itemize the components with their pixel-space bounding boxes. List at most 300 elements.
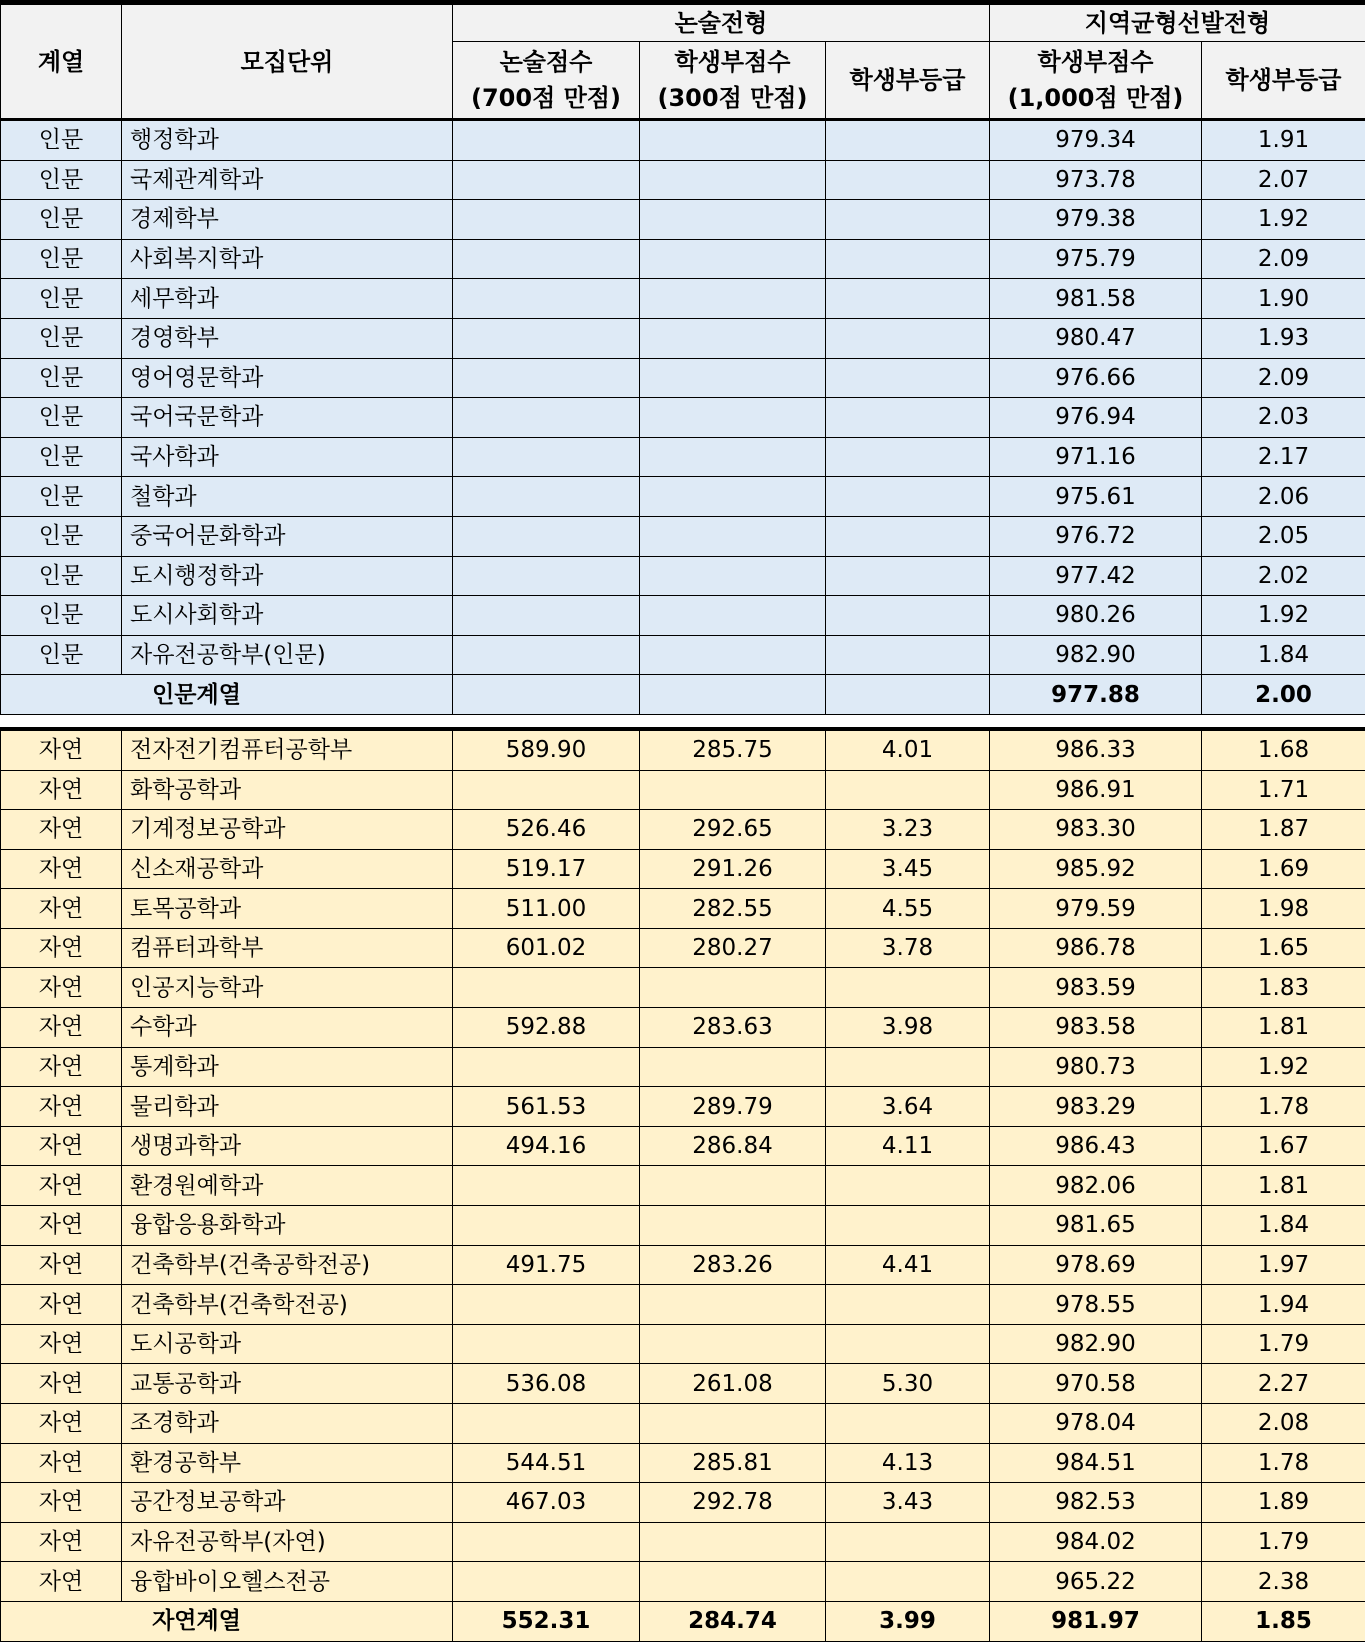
table-row [1, 849, 1365, 889]
regional-record-cell: 981.65 [990, 1206, 1202, 1246]
category-cell: 자연 [1, 968, 122, 1008]
table-row [1, 318, 1365, 358]
essay-grade-cell: 3.98 [826, 1008, 990, 1048]
essay-grade-cell [826, 596, 990, 636]
table-row [1, 1126, 1365, 1166]
regional-grade-cell: 1.83 [1202, 968, 1365, 1008]
unit-cell: 행정학과 [122, 120, 453, 161]
essay-grade-cell: 4.41 [826, 1245, 990, 1285]
unit-cell: 전자전기컴퓨터공학부 [122, 729, 453, 770]
regional-grade-cell: 1.98 [1202, 889, 1365, 929]
category-cell: 자연 [1, 1087, 122, 1127]
essay-score-cell [453, 120, 640, 161]
category-cell: 자연 [1, 1522, 122, 1562]
essay-record-cell: 285.81 [640, 1443, 826, 1483]
essay-record-cell [640, 318, 826, 358]
regional-record-cell: 976.72 [990, 516, 1202, 556]
essay-grade-cell [826, 1285, 990, 1325]
essay-grade-cell: 3.23 [826, 810, 990, 850]
essay-record-cell [640, 398, 826, 438]
regional-grade-cell: 1.68 [1202, 729, 1365, 770]
table-row [1, 1404, 1365, 1444]
essay-record-cell [640, 1166, 826, 1206]
total-label: 자연계열 [1, 1601, 453, 1641]
essay-grade-cell: 4.11 [826, 1126, 990, 1166]
regional-grade-cell: 1.67 [1202, 1126, 1365, 1166]
regional-record-cell: 979.59 [990, 889, 1202, 929]
essay-record-cell [640, 596, 826, 636]
essay-grade-cell [826, 1047, 990, 1087]
category-cell: 자연 [1, 1166, 122, 1206]
essay-record-cell [640, 239, 826, 279]
category-cell: 인문 [1, 279, 122, 319]
essay-grade-cell [826, 120, 990, 161]
category-cell: 자연 [1, 849, 122, 889]
total-reg-record: 977.88 [990, 675, 1202, 715]
unit-cell: 수학과 [122, 1008, 453, 1048]
regional-record-cell: 982.90 [990, 635, 1202, 675]
essay-record-cell: 286.84 [640, 1126, 826, 1166]
regional-grade-cell: 1.84 [1202, 635, 1365, 675]
essay-score-cell [453, 1166, 640, 1206]
regional-grade-cell: 1.89 [1202, 1483, 1365, 1523]
essay-grade-cell [826, 1324, 990, 1364]
total-reg-record: 981.97 [990, 1601, 1202, 1641]
unit-cell: 사회복지학과 [122, 239, 453, 279]
regional-grade-cell: 1.92 [1202, 1047, 1365, 1087]
regional-grade-cell: 1.65 [1202, 928, 1365, 968]
total-label: 인문계열 [1, 675, 453, 715]
category-cell: 인문 [1, 477, 122, 517]
regional-record-cell: 975.61 [990, 477, 1202, 517]
table-row [1, 889, 1365, 929]
total-essay-record: 284.74 [640, 1601, 826, 1641]
regional-record-cell: 979.38 [990, 200, 1202, 240]
essay-record-cell: 261.08 [640, 1364, 826, 1404]
unit-cell: 환경원예학과 [122, 1166, 453, 1206]
essay-score-cell: 467.03 [453, 1483, 640, 1523]
unit-cell: 통계학과 [122, 1047, 453, 1087]
essay-grade-cell [826, 358, 990, 398]
table-row [1, 1522, 1365, 1562]
essay-grade-cell: 3.45 [826, 849, 990, 889]
total-row [1, 675, 1365, 715]
essay-score-cell [453, 516, 640, 556]
essay-record-cell [640, 1047, 826, 1087]
regional-record-cell: 985.92 [990, 849, 1202, 889]
essay-grade-cell [826, 556, 990, 596]
essay-score-cell [453, 770, 640, 810]
regional-grade-cell: 2.02 [1202, 556, 1365, 596]
regional-grade-cell: 1.84 [1202, 1206, 1365, 1246]
unit-cell: 자유전공학부(인문) [122, 635, 453, 675]
essay-record-cell [640, 556, 826, 596]
category-cell: 인문 [1, 635, 122, 675]
category-cell: 인문 [1, 516, 122, 556]
regional-grade-cell: 2.09 [1202, 358, 1365, 398]
essay-grade-cell: 3.64 [826, 1087, 990, 1127]
essay-record-cell: 289.79 [640, 1087, 826, 1127]
essay-grade-cell: 4.13 [826, 1443, 990, 1483]
regional-record-cell: 971.16 [990, 437, 1202, 477]
essay-score-cell: 589.90 [453, 729, 640, 770]
essay-grade-cell [826, 160, 990, 200]
regional-grade-cell: 1.94 [1202, 1285, 1365, 1325]
essay-grade-cell [826, 437, 990, 477]
essay-record-cell: 283.26 [640, 1245, 826, 1285]
essay-record-cell: 283.63 [640, 1008, 826, 1048]
total-essay-grade [826, 675, 990, 715]
header-regional-record: 학생부점수 (1,000점 만점) [990, 42, 1202, 120]
table-row [1, 1364, 1365, 1404]
essay-score-cell [453, 398, 640, 438]
category-cell: 자연 [1, 1206, 122, 1246]
essay-record-cell [640, 200, 826, 240]
category-cell: 인문 [1, 160, 122, 200]
header-category: 계열 [1, 5, 122, 120]
unit-cell: 도시사회학과 [122, 596, 453, 636]
regional-grade-cell: 1.97 [1202, 1245, 1365, 1285]
essay-record-cell [640, 358, 826, 398]
regional-grade-cell: 2.27 [1202, 1364, 1365, 1404]
table-row [1, 556, 1365, 596]
table-row [1, 1166, 1365, 1206]
essay-score-cell [453, 596, 640, 636]
category-cell: 자연 [1, 1483, 122, 1523]
essay-score-cell: 561.53 [453, 1087, 640, 1127]
table-row [1, 120, 1365, 161]
unit-cell: 철학과 [122, 477, 453, 517]
regional-record-cell: 986.43 [990, 1126, 1202, 1166]
essay-grade-cell [826, 239, 990, 279]
table-row [1, 516, 1365, 556]
essay-record-cell: 291.26 [640, 849, 826, 889]
essay-grade-cell [826, 200, 990, 240]
essay-grade-cell [826, 1562, 990, 1602]
regional-record-cell: 982.06 [990, 1166, 1202, 1206]
unit-cell: 도시공학과 [122, 1324, 453, 1364]
essay-score-cell [453, 968, 640, 1008]
regional-grade-cell: 1.92 [1202, 596, 1365, 636]
essay-score-cell: 511.00 [453, 889, 640, 929]
unit-cell: 생명과학과 [122, 1126, 453, 1166]
essay-score-cell [453, 556, 640, 596]
unit-cell: 경영학부 [122, 318, 453, 358]
category-cell: 자연 [1, 1562, 122, 1602]
regional-grade-cell: 1.81 [1202, 1008, 1365, 1048]
regional-record-cell: 982.90 [990, 1324, 1202, 1364]
essay-grade-cell [826, 1166, 990, 1206]
regional-grade-cell: 2.09 [1202, 239, 1365, 279]
header-essay-grade: 학생부등급 [826, 42, 990, 120]
category-cell: 자연 [1, 1324, 122, 1364]
essay-grade-cell [826, 770, 990, 810]
regional-record-cell: 979.34 [990, 120, 1202, 161]
essay-record-cell [640, 516, 826, 556]
essay-grade-cell [826, 1404, 990, 1444]
essay-grade-cell [826, 1206, 990, 1246]
regional-grade-cell: 1.79 [1202, 1324, 1365, 1364]
unit-cell: 인공지능학과 [122, 968, 453, 1008]
table-row [1, 968, 1365, 1008]
regional-record-cell: 984.51 [990, 1443, 1202, 1483]
unit-cell: 컴퓨터과학부 [122, 928, 453, 968]
essay-record-cell [640, 120, 826, 161]
essay-grade-cell [826, 398, 990, 438]
natural-section [1, 729, 1365, 1641]
regional-record-cell: 973.78 [990, 160, 1202, 200]
essay-score-cell [453, 1285, 640, 1325]
essay-record-cell: 292.65 [640, 810, 826, 850]
total-reg-grade: 1.85 [1202, 1601, 1365, 1641]
regional-record-cell: 983.30 [990, 810, 1202, 850]
regional-grade-cell: 2.05 [1202, 516, 1365, 556]
regional-record-cell: 986.78 [990, 928, 1202, 968]
essay-record-cell [640, 1404, 826, 1444]
essay-grade-cell [826, 516, 990, 556]
essay-score-cell [453, 1047, 640, 1087]
regional-grade-cell: 1.92 [1202, 200, 1365, 240]
unit-cell: 경제학부 [122, 200, 453, 240]
category-cell: 자연 [1, 770, 122, 810]
unit-cell: 화학공학과 [122, 770, 453, 810]
essay-score-cell [453, 1522, 640, 1562]
total-row [1, 1601, 1365, 1641]
category-cell: 인문 [1, 556, 122, 596]
table-row [1, 1087, 1365, 1127]
regional-record-cell: 976.66 [990, 358, 1202, 398]
regional-grade-cell: 2.03 [1202, 398, 1365, 438]
table-row [1, 928, 1365, 968]
essay-grade-cell: 4.55 [826, 889, 990, 929]
table-row [1, 1245, 1365, 1285]
essay-score-cell [453, 1562, 640, 1602]
regional-record-cell: 978.55 [990, 1285, 1202, 1325]
regional-record-cell: 965.22 [990, 1562, 1202, 1602]
regional-record-cell: 980.26 [990, 596, 1202, 636]
table-row [1, 729, 1365, 770]
category-cell: 자연 [1, 1443, 122, 1483]
regional-grade-cell: 1.69 [1202, 849, 1365, 889]
header-essay-record: 학생부점수 (300점 만점) [640, 42, 826, 120]
header-group-regional: 지역균형선발전형 [990, 5, 1365, 42]
regional-grade-cell: 1.71 [1202, 770, 1365, 810]
table-row [1, 1443, 1365, 1483]
essay-grade-cell [826, 477, 990, 517]
unit-cell: 환경공학부 [122, 1443, 453, 1483]
table-row [1, 398, 1365, 438]
essay-score-cell [453, 279, 640, 319]
unit-cell: 물리학과 [122, 1087, 453, 1127]
category-cell: 자연 [1, 928, 122, 968]
essay-record-cell [640, 160, 826, 200]
category-cell: 자연 [1, 889, 122, 929]
category-cell: 인문 [1, 437, 122, 477]
humanities-section [1, 120, 1365, 715]
regional-record-cell: 983.58 [990, 1008, 1202, 1048]
table-row [1, 437, 1365, 477]
section-divider [1, 714, 1365, 729]
unit-cell: 융합바이오헬스전공 [122, 1562, 453, 1602]
essay-score-cell [453, 1206, 640, 1246]
table-row [1, 770, 1365, 810]
category-cell: 자연 [1, 810, 122, 850]
essay-grade-cell: 5.30 [826, 1364, 990, 1404]
essay-record-cell [640, 1206, 826, 1246]
table-row [1, 477, 1365, 517]
table-row [1, 239, 1365, 279]
table-header [1, 5, 1365, 120]
header-regional-grade: 학생부등급 [1202, 42, 1365, 120]
unit-cell: 토목공학과 [122, 889, 453, 929]
unit-cell: 도시행정학과 [122, 556, 453, 596]
category-cell: 자연 [1, 729, 122, 770]
regional-grade-cell: 1.91 [1202, 120, 1365, 161]
regional-grade-cell: 1.78 [1202, 1443, 1365, 1483]
category-cell: 자연 [1, 1008, 122, 1048]
table-row [1, 358, 1365, 398]
essay-score-cell [453, 1404, 640, 1444]
regional-grade-cell: 1.90 [1202, 279, 1365, 319]
regional-record-cell: 978.69 [990, 1245, 1202, 1285]
essay-score-cell: 592.88 [453, 1008, 640, 1048]
essay-grade-cell: 4.01 [826, 729, 990, 770]
essay-score-cell: 494.16 [453, 1126, 640, 1166]
essay-record-cell: 285.75 [640, 729, 826, 770]
header-unit: 모집단위 [122, 5, 453, 120]
essay-record-cell [640, 477, 826, 517]
essay-score-cell: 536.08 [453, 1364, 640, 1404]
essay-grade-cell [826, 318, 990, 358]
essay-record-cell [640, 1285, 826, 1325]
essay-score-cell: 491.75 [453, 1245, 640, 1285]
regional-record-cell: 980.73 [990, 1047, 1202, 1087]
table-row [1, 1285, 1365, 1325]
regional-grade-cell: 1.79 [1202, 1522, 1365, 1562]
category-cell: 인문 [1, 200, 122, 240]
unit-cell: 영어영문학과 [122, 358, 453, 398]
regional-grade-cell: 1.81 [1202, 1166, 1365, 1206]
category-cell: 인문 [1, 398, 122, 438]
regional-record-cell: 983.59 [990, 968, 1202, 1008]
unit-cell: 세무학과 [122, 279, 453, 319]
regional-record-cell: 982.53 [990, 1483, 1202, 1523]
unit-cell: 국어국문학과 [122, 398, 453, 438]
unit-cell: 중국어문화학과 [122, 516, 453, 556]
essay-record-cell [640, 437, 826, 477]
regional-record-cell: 978.04 [990, 1404, 1202, 1444]
total-essay-grade: 3.99 [826, 1601, 990, 1641]
category-cell: 인문 [1, 318, 122, 358]
table-row [1, 200, 1365, 240]
essay-score-cell: 519.17 [453, 849, 640, 889]
unit-cell: 국제관계학과 [122, 160, 453, 200]
unit-cell: 국사학과 [122, 437, 453, 477]
essay-grade-cell [826, 279, 990, 319]
essay-score-cell: 601.02 [453, 928, 640, 968]
header-essay-score: 논술점수 (700점 만점) [453, 42, 640, 120]
essay-score-cell [453, 477, 640, 517]
header-group-essay: 논술전형 [453, 5, 990, 42]
regional-grade-cell: 1.93 [1202, 318, 1365, 358]
admissions-score-table [0, 4, 1365, 1642]
table-row [1, 1483, 1365, 1523]
total-essay-record [640, 675, 826, 715]
essay-score-cell: 544.51 [453, 1443, 640, 1483]
regional-grade-cell: 1.78 [1202, 1087, 1365, 1127]
category-cell: 자연 [1, 1245, 122, 1285]
essay-record-cell [640, 279, 826, 319]
regional-record-cell: 984.02 [990, 1522, 1202, 1562]
regional-record-cell: 977.42 [990, 556, 1202, 596]
essay-record-cell: 282.55 [640, 889, 826, 929]
unit-cell: 신소재공학과 [122, 849, 453, 889]
regional-grade-cell: 2.17 [1202, 437, 1365, 477]
essay-grade-cell [826, 968, 990, 1008]
unit-cell: 건축학부(건축학전공) [122, 1285, 453, 1325]
category-cell: 자연 [1, 1404, 122, 1444]
regional-grade-cell: 1.87 [1202, 810, 1365, 850]
table-row [1, 1324, 1365, 1364]
essay-grade-cell [826, 635, 990, 675]
regional-record-cell: 986.91 [990, 770, 1202, 810]
essay-score-cell [453, 200, 640, 240]
total-reg-grade: 2.00 [1202, 675, 1365, 715]
essay-score-cell [453, 239, 640, 279]
category-cell: 자연 [1, 1047, 122, 1087]
essay-record-cell [640, 770, 826, 810]
table-row [1, 1047, 1365, 1087]
table-row [1, 160, 1365, 200]
category-cell: 자연 [1, 1364, 122, 1404]
essay-record-cell [640, 635, 826, 675]
regional-record-cell: 986.33 [990, 729, 1202, 770]
regional-record-cell: 975.79 [990, 239, 1202, 279]
unit-cell: 자유전공학부(자연) [122, 1522, 453, 1562]
essay-record-cell [640, 1324, 826, 1364]
essay-record-cell: 292.78 [640, 1483, 826, 1523]
unit-cell: 공간정보공학과 [122, 1483, 453, 1523]
category-cell: 인문 [1, 358, 122, 398]
unit-cell: 교통공학과 [122, 1364, 453, 1404]
regional-record-cell: 980.47 [990, 318, 1202, 358]
essay-score-cell [453, 635, 640, 675]
table-row [1, 279, 1365, 319]
essay-grade-cell [826, 1522, 990, 1562]
regional-grade-cell: 2.06 [1202, 477, 1365, 517]
table-row [1, 596, 1365, 636]
table-row [1, 1206, 1365, 1246]
regional-record-cell: 981.58 [990, 279, 1202, 319]
essay-score-cell: 526.46 [453, 810, 640, 850]
category-cell: 인문 [1, 120, 122, 161]
category-cell: 자연 [1, 1285, 122, 1325]
essay-record-cell [640, 968, 826, 1008]
essay-score-cell [453, 160, 640, 200]
table-row [1, 1008, 1365, 1048]
essay-score-cell [453, 1324, 640, 1364]
regional-grade-cell: 2.07 [1202, 160, 1365, 200]
category-cell: 자연 [1, 1126, 122, 1166]
unit-cell: 조경학과 [122, 1404, 453, 1444]
category-cell: 인문 [1, 596, 122, 636]
table-row [1, 810, 1365, 850]
essay-score-cell [453, 437, 640, 477]
unit-cell: 건축학부(건축공학전공) [122, 1245, 453, 1285]
essay-record-cell [640, 1562, 826, 1602]
essay-score-cell [453, 318, 640, 358]
unit-cell: 융합응용화학과 [122, 1206, 453, 1246]
